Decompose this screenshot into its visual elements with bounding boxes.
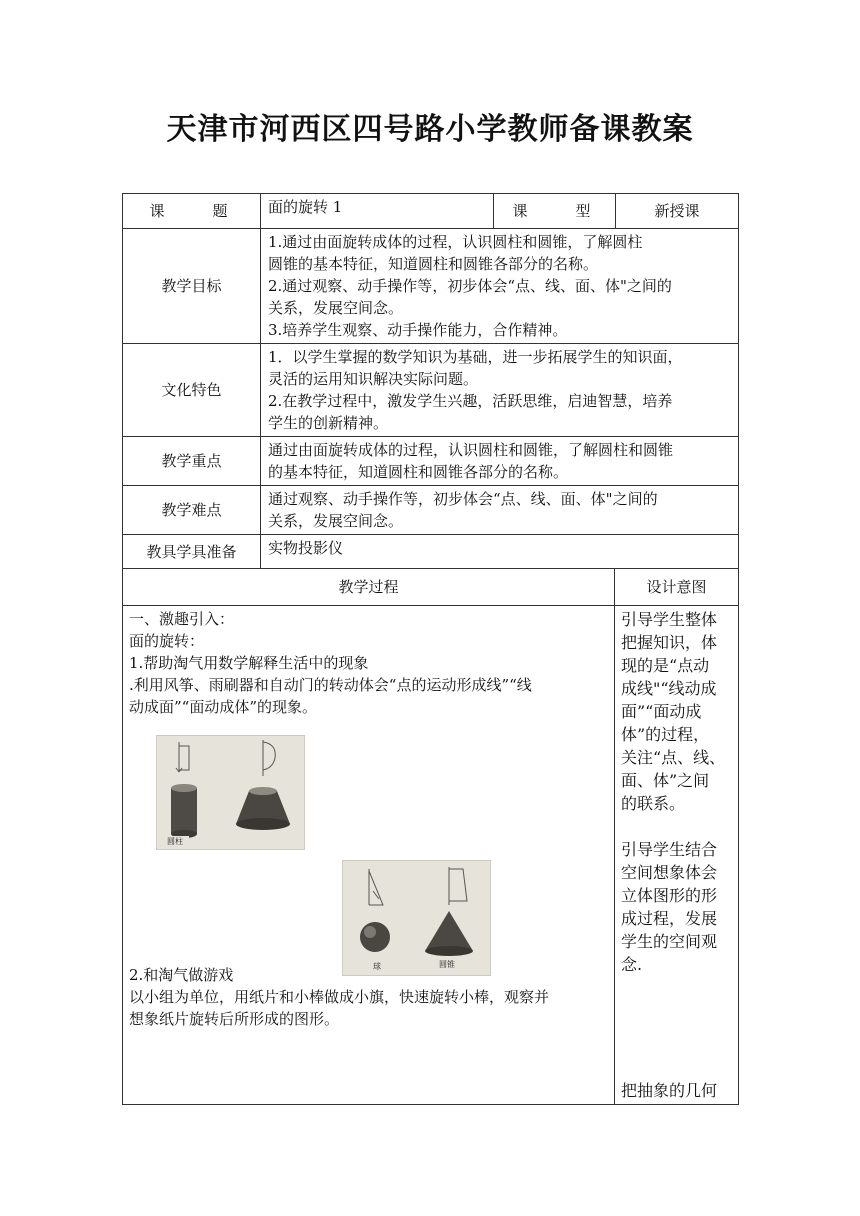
process-line: .利用风筝、雨刷器和自动门的转动体会“点的运动形成线”“线 [129,676,532,694]
key-points-line: 通过由面旋转成体的过程，认识圆柱和圆锥，了解圆柱和圆锥 [268,441,674,459]
cylinder-caption: 圆柱 [167,837,183,846]
intent-line: 学生的空间观 [621,932,718,951]
intent-line: 成过程，发展 [621,909,718,928]
culture-line: 学生的创新精神。 [268,414,389,432]
sphere-cone-figure [342,860,491,976]
lesson-plan-table [122,193,738,1105]
difficulties-line: 关系，发展空间念。 [268,512,404,530]
key-points-content [261,437,739,486]
design-intent-header: 设计意图 [615,569,739,606]
objectives-line: 3.培养学生观察、动手操作能力，合作精神。 [268,321,568,339]
objectives-line: 圆锥的基本特征，知道圆柱和圆锥各部分的名称。 [268,255,599,273]
process-line: 以小组为单位，用纸片和小棒做成小旗，快速旋转小棒，观察并 [129,988,550,1006]
culture-line: 1．以学生掌握的数学知识为基础，进一步拓展学生的知识面， [268,348,683,366]
intent-line: 把握知识，体 [621,633,718,652]
intent-line: 现的是“点动 [621,656,710,675]
cylinder-figure [156,735,305,850]
objectives-content [261,229,739,344]
intent-line: 引导学生结合 [621,840,718,859]
intent-line: 成线"“线动成 [621,679,717,698]
process-line: 想象纸片旋转后所形成的图形。 [129,1010,340,1028]
cylinder-frustum-illustration [157,736,304,849]
intent-line: 的联系。 [621,794,686,813]
intent-line: 立体图形的形 [621,886,718,905]
type-label: 课 型 [494,194,616,229]
objectives-label: 教学目标 [123,229,261,344]
culture-content [261,344,739,437]
intent-line: 体”的过程， [621,725,710,744]
intent-line: 关注“点、线、 [621,748,726,767]
sphere-cone-illustration [343,861,490,975]
materials-label: 教具学具准备 [123,535,261,569]
process-line: 2.和淘气做游戏 [129,966,234,984]
objectives-line: 2.通过观察、动手操作等，初步体会“点、线、面、体"之间的 [268,277,672,295]
design-intent-content [615,606,739,1105]
topic-label: 课 题 [123,194,261,229]
difficulties-line: 通过观察、动手操作等，初步体会“点、线、面、体"之间的 [268,490,658,508]
page-title: 天津市河西区四号路小学教师备课教案 [166,112,694,147]
cone-caption: 圆锥 [439,960,455,969]
culture-label: 文化特色 [123,344,261,437]
intent-line: 念. [621,955,643,974]
process-line: 面的旋转： [129,632,205,650]
process-content [123,606,615,1105]
intent-line: 面、体”之间 [621,771,710,790]
process-header: 教学过程 [123,569,615,606]
materials-line: 实物投影仪 [268,539,344,557]
objectives-line: 关系，发展空间念。 [268,299,404,317]
intent-line: 空间想象体会 [621,863,718,882]
topic-value: 面的旋转 1 [261,194,494,229]
culture-line: 2.在教学过程中，激发学生兴趣，活跃思维，启迪智慧，培养 [268,392,673,410]
key-points-line: 的基本特征，知道圆柱和圆锥各部分的名称。 [268,463,569,481]
type-value: 新授课 [616,194,739,229]
materials-content [261,535,739,569]
process-line: 1.帮助淘气用数学解释生活中的现象 [129,654,369,672]
intent-line: 把抽象的几何 [621,1081,718,1100]
difficulties-label: 教学难点 [123,486,261,535]
culture-line: 灵活的运用知识解决实际问题。 [268,370,479,388]
intent-line: 引导学生整体 [621,610,718,629]
process-line: 一、激趣引入： [129,610,235,628]
objectives-line: 1.通过由面旋转成体的过程，认识圆柱和圆锥，了解圆柱 [268,233,643,251]
sphere-caption: 球 [373,962,381,971]
key-points-label: 教学重点 [123,437,261,486]
intent-line: 面”“面动成 [621,702,702,721]
process-line: 动成面”“面动成体”的现象。 [129,698,318,716]
difficulties-content [261,486,739,535]
